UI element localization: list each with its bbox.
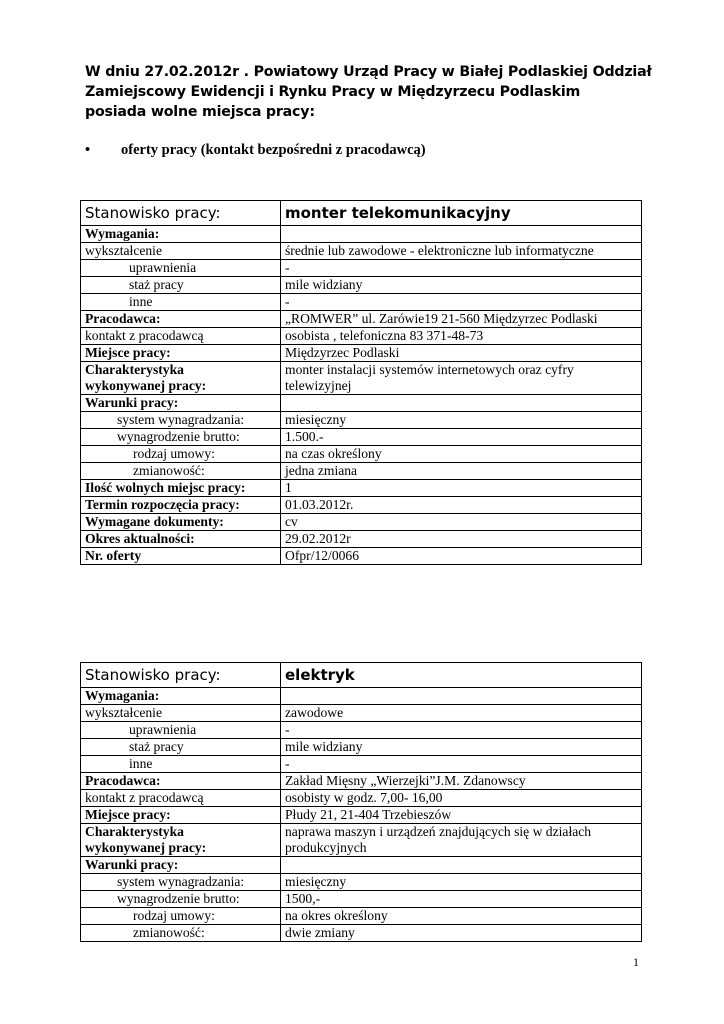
stanowisko-value: monter telekomunikacyjny [285,204,511,222]
nr-value: Ofpr/12/0066 [281,548,642,565]
inne-value: - [281,756,642,773]
stanowisko-label: Stanowisko pracy: [81,201,281,226]
ilosc-value: 1 [281,480,642,497]
header-line-3: posiada wolne miejsca pracy: [85,104,315,120]
wymagania-label: Wymagania: [81,226,281,243]
table-row [81,688,642,705]
staz-label: staż pracy [81,277,281,294]
table-row [81,463,642,480]
table-row [81,756,642,773]
table-row [81,874,642,891]
okres-label: Okres aktualności: [81,531,281,548]
document-header [85,62,665,122]
warunki-label: Warunki pracy: [81,857,281,874]
uprawnienia-label: uprawnienia [81,722,281,739]
nr-label: Nr. oferty [81,548,281,565]
zmianowosc-value: dwie zmiany [281,925,642,942]
dokumenty-label: Wymagane dokumenty: [81,514,281,531]
table-row [81,395,642,412]
termin-label: Termin rozpoczęcia pracy: [81,497,281,514]
kontakt-label: kontakt z pracodawcą [81,328,281,345]
wymagania-label: Wymagania: [81,688,281,705]
pracodawca-value: Zakład Mięsny „Wierzejki”J.M. Zdanowscy [281,773,642,790]
table-row [81,807,642,824]
inne-label: inne [81,756,281,773]
charakterystyka-value: monter instalacji systemów internetowych oraz cyfry telewizyjnej [281,362,642,395]
table-row [81,412,642,429]
staz-value: mile widziany [281,739,642,756]
termin-value: 01.03.2012r. [281,497,642,514]
miejsce-label: Miejsce pracy: [81,807,281,824]
warunki-label: Warunki pracy: [81,395,281,412]
table-row [81,663,642,688]
table-row [81,548,642,565]
miejsce-value: Międzyrzec Podlaski [281,345,642,362]
pracodawca-label: Pracodawca: [81,773,281,790]
wyksztalcenie-value: zawodowe [281,705,642,722]
system-value: miesięczny [281,412,642,429]
table-row [81,531,642,548]
rodzaj-label: rodzaj umowy: [81,908,281,925]
table-row [81,446,642,463]
wynagrodzenie-label: wynagrodzenie brutto: [81,891,281,908]
uprawnienia-value: - [281,722,642,739]
table-row [81,226,642,243]
table-row [81,908,642,925]
miejsce-value: Płudy 21, 21-404 Trzebieszów [281,807,642,824]
dokumenty-value: cv [281,514,642,531]
stanowisko-label: Stanowisko pracy: [81,663,281,688]
table-row [81,201,642,226]
table-row [81,497,642,514]
bullet-icon: • [85,142,91,158]
kontakt-value: osobista , telefoniczna 83 371-48-73 [281,328,642,345]
table-row [81,925,642,942]
wynagrodzenie-label: wynagrodzenie brutto: [81,429,281,446]
ilosc-label: Ilość wolnych miejsc pracy: [81,480,281,497]
okres-value: 29.02.2012r [281,531,642,548]
table-row [81,824,642,857]
staz-label: staż pracy [81,739,281,756]
table-row [81,773,642,790]
miejsce-label: Miejsce pracy: [81,345,281,362]
table-row [81,739,642,756]
kontakt-value: osobisty w godz. 7,00- 16,00 [281,790,642,807]
offer-table-1 [80,200,642,565]
rodzaj-value: na okres określony [281,908,642,925]
rodzaj-value: na czas określony [281,446,642,463]
wyksztalcenie-value: średnie lub zawodowe - elektroniczne lub informatyczne [281,243,642,260]
zmianowosc-label: zmianowość: [81,463,281,480]
system-value: miesięczny [281,874,642,891]
page-number: 1 [633,955,639,969]
stanowisko-value: elektryk [285,666,355,684]
system-label: system wynagradzania: [81,412,281,429]
wymagania-value [281,688,642,705]
uprawnienia-value: - [281,260,642,277]
pracodawca-value: „ROMWER” ul. Zarówie19 21-560 Międzyrzec Podlaski [281,311,642,328]
table-row [81,480,642,497]
inne-value: - [281,294,642,311]
table-row [81,722,642,739]
warunki-value [281,395,642,412]
staz-value: mile widziany [281,277,642,294]
table-row [81,311,642,328]
wynagrodzenie-value: 1500,- [281,891,642,908]
table-row [81,260,642,277]
header-line-1: W dniu 27.02.2012r . Powiatowy Urząd Pracy w Białej Podlaskiej Oddział [85,64,652,80]
wymagania-value [281,226,642,243]
inne-label: inne [81,294,281,311]
system-label: system wynagradzania: [81,874,281,891]
warunki-value [281,857,642,874]
bullet-item [85,142,426,159]
charakterystyka-label: Charakterystyka wykonywanej pracy: [81,362,281,395]
kontakt-label: kontakt z pracodawcą [81,790,281,807]
rodzaj-label: rodzaj umowy: [81,446,281,463]
table-row [81,891,642,908]
charakterystyka-label: Charakterystyka wykonywanej pracy: [81,824,281,857]
header-line-2: Zamiejscowy Ewidencji i Rynku Pracy w Międzyrzecu Podlaskim [85,84,581,100]
table-row [81,277,642,294]
zmianowosc-label: zmianowość: [81,925,281,942]
table-row [81,514,642,531]
table-row [81,345,642,362]
table-row [81,429,642,446]
table-row [81,243,642,260]
wyksztalcenie-label: wykształcenie [81,705,281,722]
bullet-text: oferty pracy (kontakt bezpośredni z pracodawcą) [121,142,426,158]
table-row [81,328,642,345]
table-row [81,857,642,874]
charakterystyka-value: naprawa maszyn i urządzeń znajdujących się w działach produkcyjnych [281,824,642,857]
table-row [81,705,642,722]
wyksztalcenie-label: wykształcenie [81,243,281,260]
uprawnienia-label: uprawnienia [81,260,281,277]
table-row [81,362,642,395]
offer-table-2 [80,662,642,942]
wynagrodzenie-value: 1.500.- [281,429,642,446]
table-row [81,790,642,807]
zmianowosc-value: jedna zmiana [281,463,642,480]
table-row [81,294,642,311]
pracodawca-label: Pracodawca: [81,311,281,328]
